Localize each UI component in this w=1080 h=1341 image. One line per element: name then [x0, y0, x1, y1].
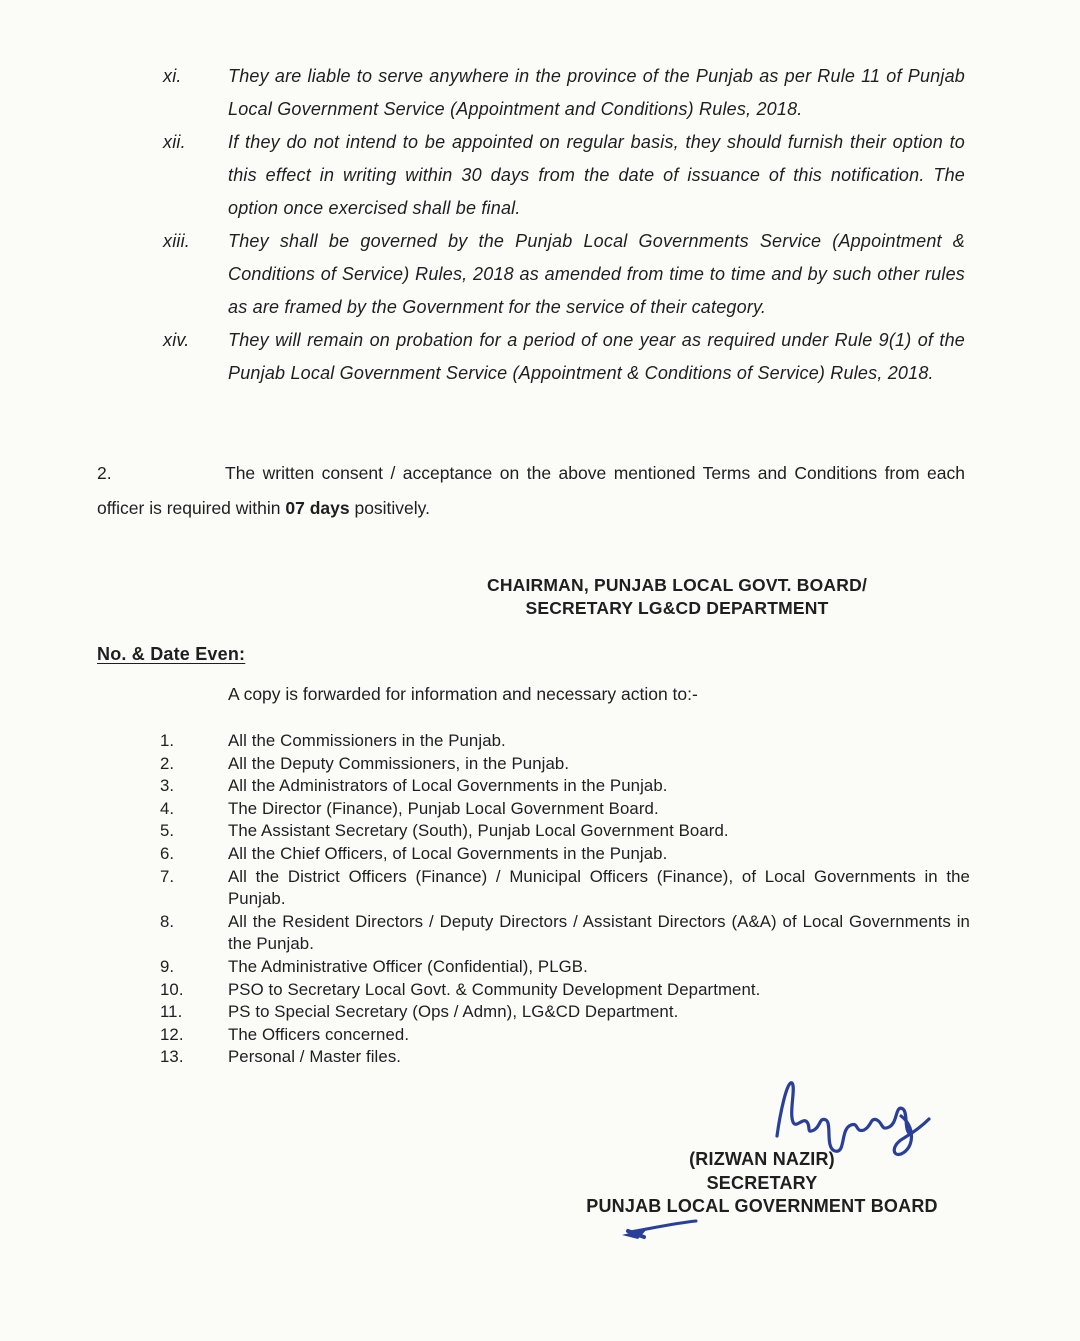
item-text: The Officers concerned. [228, 1024, 410, 1044]
term-text: They are liable to serve anywhere in the province of the Punjab as per Rule 11 of Punjab Local Government Service (Appointment and Conditions) Rules, 2018. [228, 66, 965, 119]
item-number: 11. [160, 1002, 183, 1022]
item-text: Personal / Master files. [228, 1047, 402, 1067]
item-number: 7. [160, 866, 175, 886]
item-text: All the Administrators of Local Governments in the Punjab. [228, 776, 668, 796]
term-item [163, 126, 965, 225]
terms-list [163, 60, 965, 390]
term-text: They shall be governed by the Punjab Local Governments Service (Appointment & Conditions of Service) Rules, 2018 as amended from time to time and by such other rules as are framed by the Government for the service of their category. [228, 231, 965, 317]
term-item [163, 225, 965, 324]
item-number: 13. [160, 1047, 184, 1067]
signatory-line1: CHAIRMAN, PUNJAB LOCAL GOVT. BOARD/ [486, 575, 868, 595]
item-number: 12. [160, 1024, 184, 1044]
paragraph-number: 2. [97, 463, 112, 483]
list-item [160, 911, 970, 956]
item-text: The Administrative Officer (Confidential), PLGB. [228, 956, 588, 976]
signature-block [562, 1148, 962, 1219]
signatory-name: (RIZWAN NAZIR) [689, 1149, 835, 1169]
list-item [160, 753, 970, 776]
item-number: 9. [160, 956, 175, 976]
item-number: 1. [160, 731, 175, 750]
list-item [160, 820, 970, 843]
item-text: All the Chief Officers, of Local Governments in the Punjab. [228, 843, 668, 863]
item-number: 3. [160, 776, 175, 796]
term-number: xiv. [163, 330, 190, 350]
list-item [160, 1046, 970, 1069]
list-item [160, 1001, 970, 1024]
signatory-line2: SECRETARY LG&CD DEPARTMENT [525, 598, 829, 618]
pen-flourish-icon [618, 1218, 700, 1246]
item-text: All the Commissioners in the Punjab. [228, 731, 506, 750]
term-item [163, 60, 965, 126]
paragraph-2 [97, 456, 965, 526]
handwritten-signature-icon [763, 1072, 933, 1160]
item-text: The Director (Finance), Punjab Local Government Board. [228, 798, 659, 818]
item-text: The Assistant Secretary (South), Punjab Local Government Board. [228, 821, 729, 841]
list-item [160, 866, 970, 911]
reference-heading: No. & Date Even: [97, 644, 246, 664]
paragraph-text-end: positively. [349, 498, 430, 518]
list-item [160, 775, 970, 798]
item-text: PS to Special Secretary (Ops / Admn), LG&CD Department. [228, 1002, 679, 1022]
list-item [160, 979, 970, 1002]
term-text: If they do not intend to be appointed on regular basis, they should furnish their option to this effect in writing within 30 days from the date of issuance of this notification. The option once exercised shall be final. [228, 132, 965, 218]
signatory-organization: PUNJAB LOCAL GOVERNMENT BOARD [586, 1196, 938, 1216]
term-number: xi. [163, 66, 182, 86]
item-text: All the Deputy Commissioners, in the Punjab. [228, 753, 570, 773]
item-number: 10. [160, 979, 184, 999]
term-item [163, 324, 965, 390]
item-number: 5. [160, 821, 175, 841]
term-text: They will remain on probation for a period of one year as required under Rule 9(1) of the Punjab Local Government Service (Appointment & Conditions of Service) Rules, 2018. [228, 330, 965, 383]
item-text: All the District Officers (Finance) / Municipal Officers (Finance), of Local Governments in the Punjab. [228, 866, 970, 909]
term-number: xii. [163, 132, 186, 152]
list-item [160, 798, 970, 821]
forward-note: A copy is forwarded for information and necessary action to:- [228, 684, 698, 704]
list-item [160, 1024, 970, 1047]
item-number: 4. [160, 798, 175, 818]
item-text: PSO to Secretary Local Govt. & Community Development Department. [228, 979, 761, 999]
paragraph-text-bold: 07 days [285, 498, 350, 518]
item-text: All the Resident Directors / Deputy Directors / Assistant Directors (A&A) of Local Governments in the Punjab. [228, 911, 970, 954]
list-item [160, 730, 970, 753]
paragraph-body [97, 456, 965, 526]
item-number: 8. [160, 911, 175, 931]
signatory-designation [471, 574, 883, 620]
copy-distribution-list [160, 730, 970, 1069]
paragraph-text-start: The written consent / acceptance on the above mentioned Terms and Conditions from each officer is required within [97, 463, 965, 518]
item-number: 2. [160, 753, 175, 773]
item-number: 6. [160, 843, 175, 863]
list-item [160, 956, 970, 979]
list-item [160, 843, 970, 866]
term-number: xiii. [163, 231, 190, 251]
signatory-title: SECRETARY [706, 1172, 818, 1193]
